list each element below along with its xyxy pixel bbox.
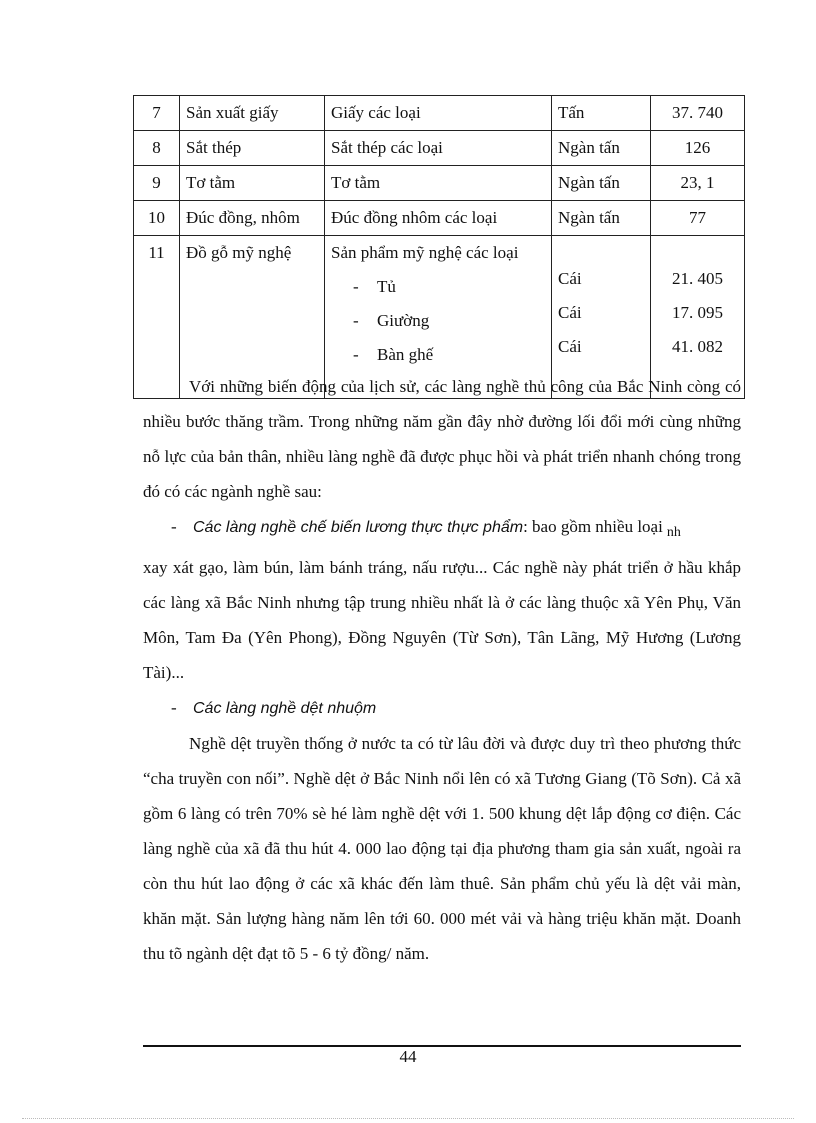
- product-name: Tơ tằm: [325, 166, 552, 201]
- paragraph: Với những biến động của lịch sử, các làng nghề thủ công của Bắc Ninh còng có nhiều bước thăng trầm. Trong những năm gần đây nhờ đường lối đổi mới cùng những nỗ lực của bản thân, nhiều làng nghề đã được phục hồi và phát triển nhanh chóng trong đó có các ngành nghề sau:: [143, 377, 741, 501]
- dash-marker: -: [171, 517, 177, 536]
- sub-product-name: Bàn ghế: [377, 345, 434, 364]
- table-row: [134, 131, 745, 166]
- page-edge-divider: [22, 1118, 794, 1119]
- bullet-text: : bao gồm nhiều loại: [523, 517, 663, 536]
- unit: Cái: [558, 303, 582, 322]
- paragraph: Nghề dệt truyền thống ở nước ta có từ lâu đời và được duy trì theo phương thức “cha truyền con nối”. Nghề dệt ở Bắc Ninh nổi lên có xã Tương Giang (Tõ Sơn). Cả xã gồm 6 làng có trên 70% sè hé làm nghề dệt với 1. 500 khung dệt lắp động cơ điện. Các làng nghề của xã đã thu hút 4. 000 lao động tại địa phương tham gia sản xuất, ngoài ra còn thu hút lao động ở các xã khác đến làm thuê. Sản phẩm chủ yếu là dệt vải màn, khăn mặt. Sản lượng hàng năm lên tới 60. 000 mét vải và hàng triệu khăn mặt. Doanh thu tõ ngành dệt đạt tõ 5 - 6 tỷ đồng/ năm.: [143, 734, 741, 963]
- row-number: 7: [134, 96, 180, 131]
- quantity: 23, 1: [651, 166, 745, 201]
- quantity: 126: [651, 131, 745, 166]
- bullet-title: Các làng nghề dệt nhuộm: [193, 700, 377, 717]
- body-text: [143, 369, 741, 971]
- unit: Ngàn tấn: [552, 166, 651, 201]
- sub-product: [331, 270, 545, 304]
- unit: Ngàn tấn: [552, 131, 651, 166]
- unit: Cái: [558, 269, 582, 288]
- page-number: 44: [399, 1047, 417, 1066]
- bullet-item: [143, 509, 741, 550]
- sub-product-name: Tủ: [377, 277, 396, 296]
- row-number: 11: [134, 236, 180, 399]
- row-number: 8: [134, 131, 180, 166]
- product-name: Sắt thép các loại: [325, 131, 552, 166]
- dash-marker: -: [353, 277, 359, 296]
- industry-name: Đúc đồng, nhôm: [180, 201, 325, 236]
- bullet-title: Các làng nghề chế biến lương thực thực phẩm: [193, 519, 524, 536]
- dash-marker: -: [353, 311, 359, 330]
- product-name: Sản phẩm mỹ nghệ các loại: [331, 243, 519, 262]
- industry-table: [133, 95, 745, 399]
- table-row: [134, 201, 745, 236]
- unit: Ngàn tấn: [552, 201, 651, 236]
- industry-name: Sản xuất giấy: [180, 96, 325, 131]
- unit: Tấn: [552, 96, 651, 131]
- product-name: Đúc đồng nhôm các loại: [325, 201, 552, 236]
- industry-name: Sắt thép: [180, 131, 325, 166]
- dash-marker: -: [353, 345, 359, 364]
- quantity: 77: [651, 201, 745, 236]
- industry-name: Đồ gỗ mỹ nghệ: [180, 236, 325, 399]
- row-number: 10: [134, 201, 180, 236]
- paragraph: xay xát gạo, làm bún, làm bánh tráng, nấu rượu... Các nghề này phát triển ở hầu khắp các làng xã Bắc Ninh nhưng tập trung nhiều nhất là ở các làng thuộc xã Yên Phụ, Văn Môn, Tam Đa (Yên Phong), Đồng Nguyên (Từ Sơn), Tân Lãng, Mỹ Hương (Lương Tài)...: [143, 558, 741, 682]
- quantity: 41. 082: [672, 337, 723, 356]
- margin-note: nh: [666, 525, 681, 540]
- unit: Cái: [558, 337, 582, 356]
- table-row: [134, 96, 745, 131]
- table-row: [134, 166, 745, 201]
- row-number: 9: [134, 166, 180, 201]
- dash-marker: -: [171, 698, 177, 717]
- sub-product: [331, 304, 545, 338]
- sub-product: [331, 338, 545, 372]
- industry-name: Tơ tằm: [180, 166, 325, 201]
- quantity: 17. 095: [672, 303, 723, 322]
- bullet-item: [143, 690, 741, 726]
- quantity: 21. 405: [672, 269, 723, 288]
- quantity: 37. 740: [651, 96, 745, 131]
- sub-product-name: Giường: [377, 311, 430, 330]
- product-name: Giấy các loại: [325, 96, 552, 131]
